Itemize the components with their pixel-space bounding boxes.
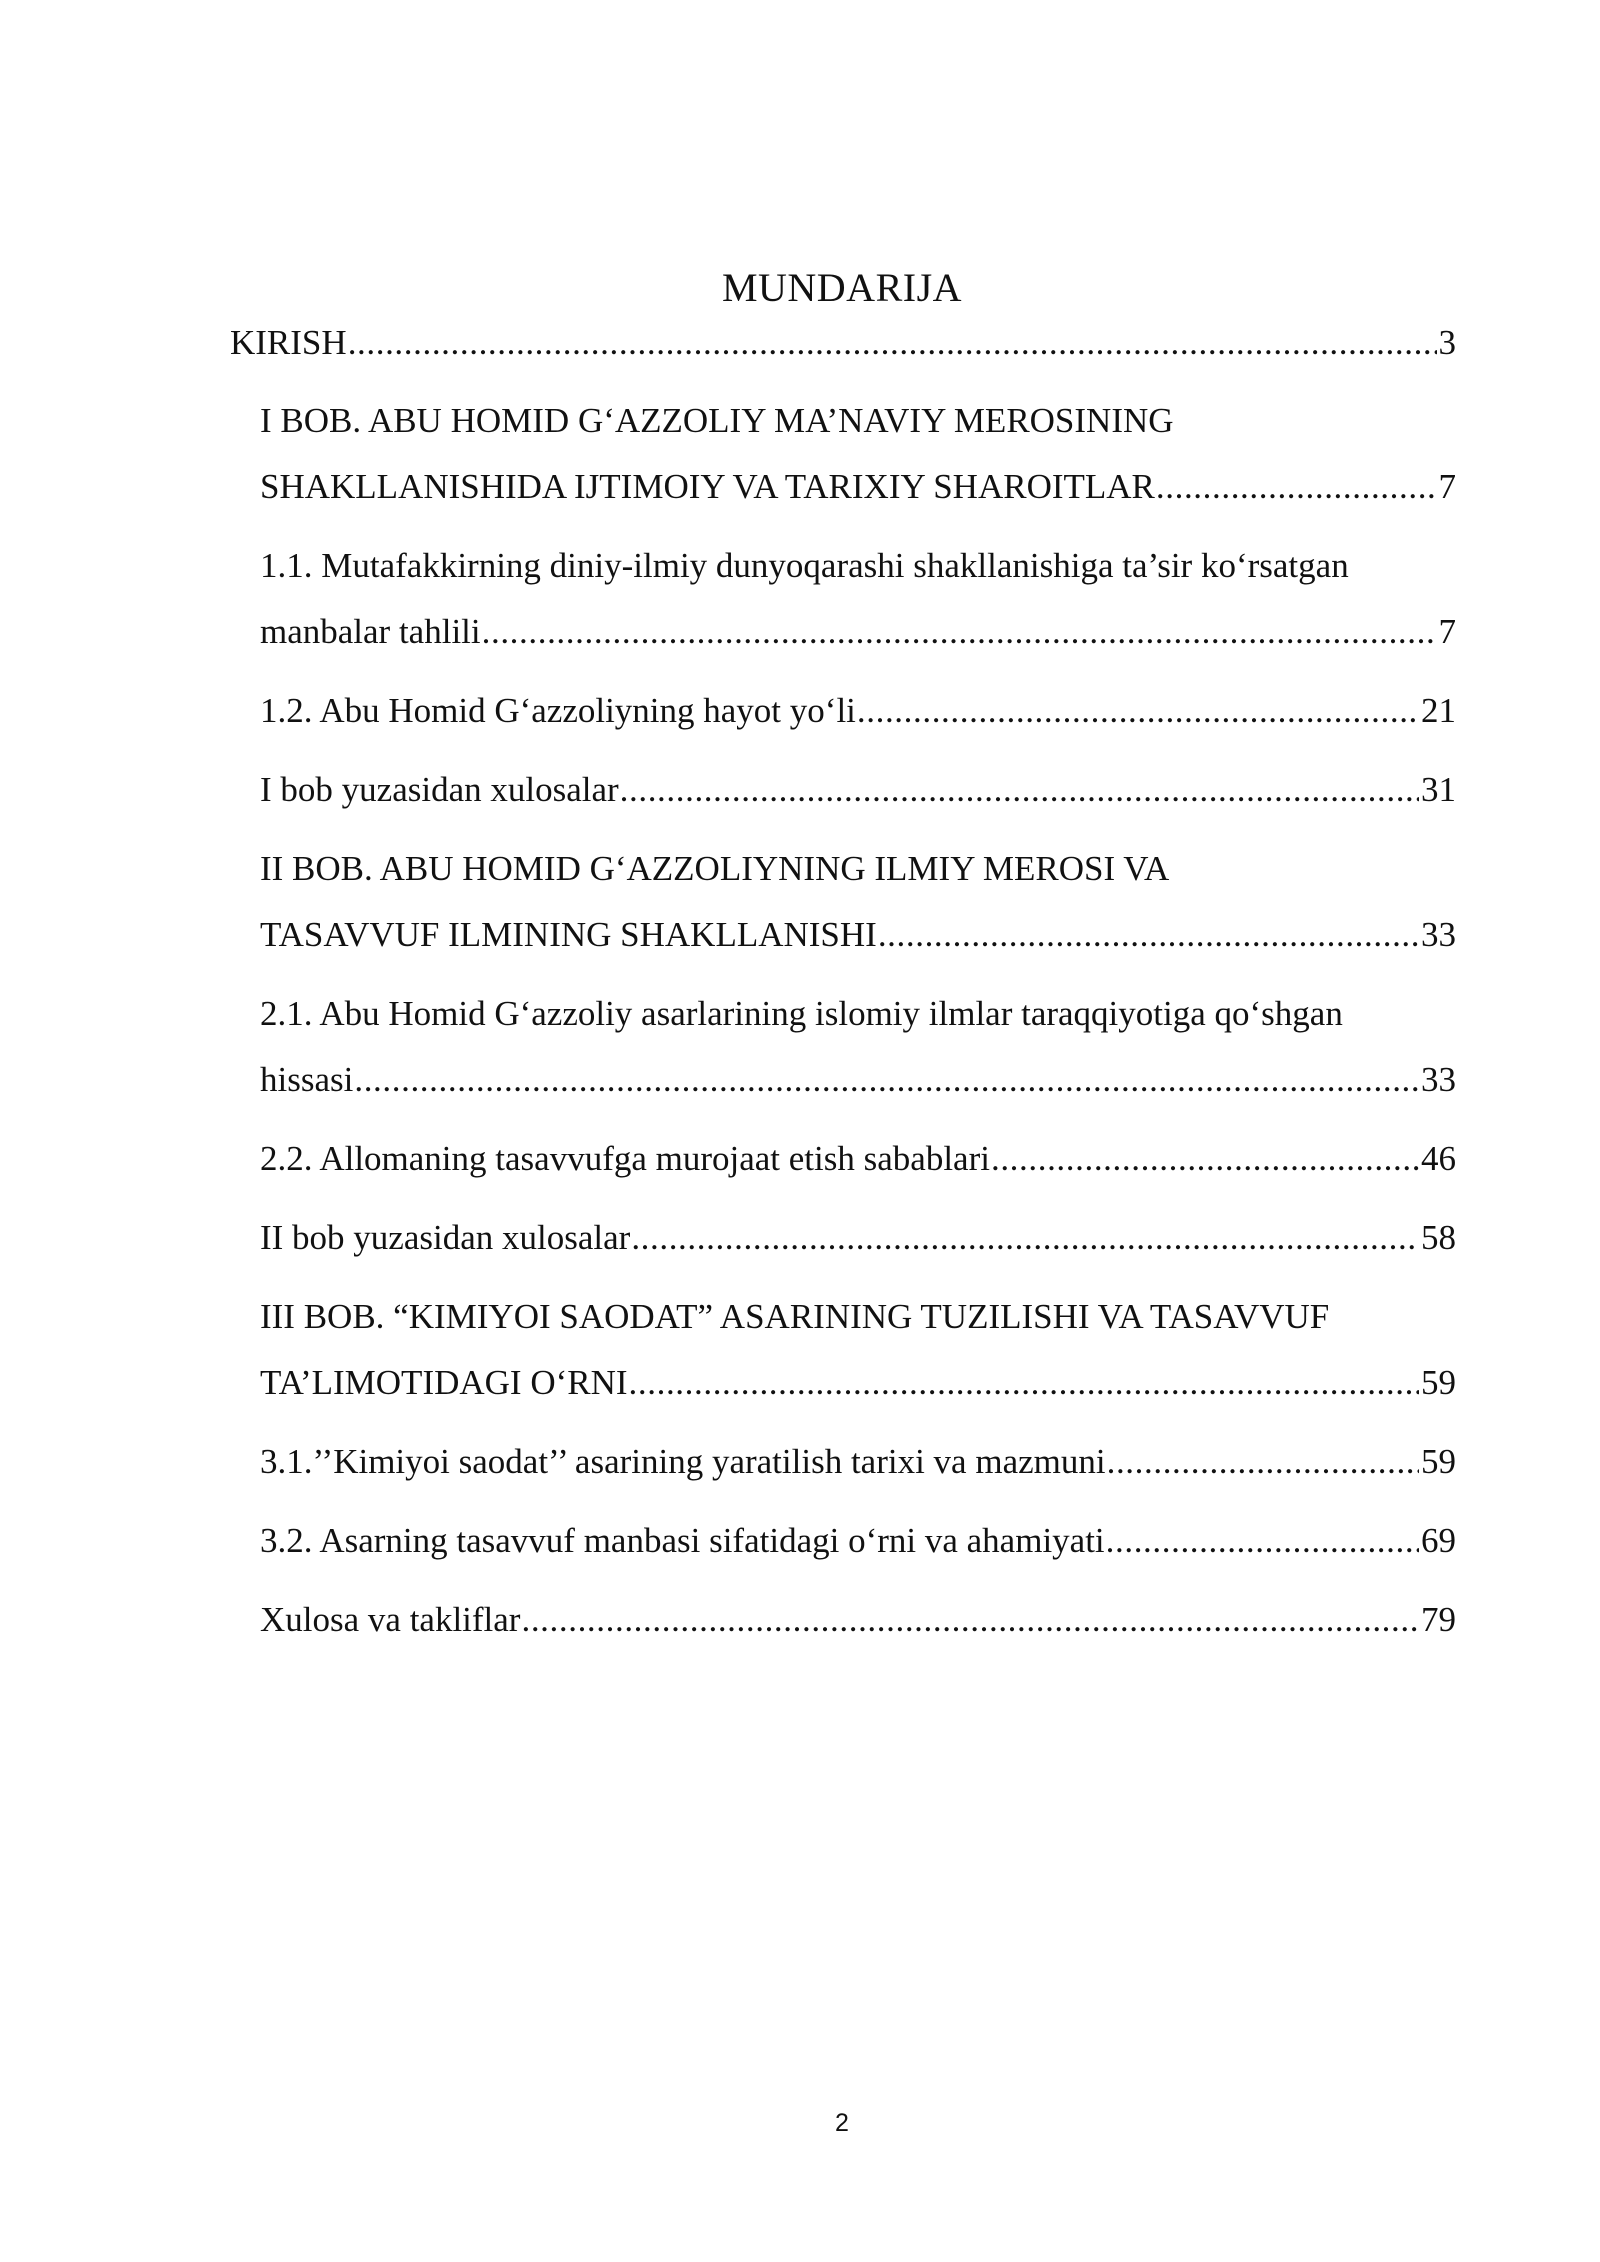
toc-entry-title: 2.2. Allomaning tasavvufga murojaat etish sabablari [260, 1139, 990, 1178]
toc-entry-title: TASAVVUF ILMINING SHAKLLANISHI [260, 915, 877, 954]
toc-entry-title: I BOB. ABU HOMID G‘AZZOLIY MA’NAVIY MEROSINING [260, 401, 1174, 440]
toc-leader [631, 1205, 1419, 1271]
toc-entry-line [260, 678, 1456, 744]
toc-page-number: 79 [1421, 1600, 1456, 1639]
toc-entry-title: hissasi [260, 1060, 354, 1099]
toc-page-number: 69 [1421, 1521, 1456, 1560]
toc-leader [629, 1350, 1419, 1416]
page-title: MUNDARIJA [721, 265, 963, 310]
toc-page-number: 58 [1421, 1218, 1456, 1257]
toc-entry-title: III BOB. “KIMIYOI SAODAT” ASARINING TUZILISHI VA TASAVVUF [260, 1297, 1330, 1336]
toc-entry[interactable] [230, 1205, 1456, 1271]
toc-page-number: 3 [1438, 323, 1456, 362]
toc-entry-line [260, 757, 1456, 823]
toc-entry-title: KIRISH [230, 323, 347, 362]
toc-leader [1107, 1429, 1419, 1495]
toc-entry[interactable] [230, 1508, 1456, 1574]
toc-entry-title: 1.2. Abu Homid G‘azzoliyning hayot yo‘li [260, 691, 856, 730]
toc-entry[interactable] [230, 678, 1456, 744]
toc-entry-title: II BOB. ABU HOMID G‘AZZOLIYNING ILMIY MEROSI VA [260, 849, 1170, 888]
page-number: 2 [835, 2109, 849, 2137]
toc-entry-title: Xulosa va takliflar [260, 1600, 521, 1639]
toc-leader [620, 757, 1419, 823]
toc-entry-line [260, 1508, 1456, 1574]
toc-leader [857, 678, 1419, 744]
toc-entry-title: SHAKLLANISHIDA IJTIMOIY VA TARIXIY SHAROITLAR [260, 467, 1155, 506]
toc-entry-title: 3.2. Asarning tasavvuf manbasi sifatidagi o‘rni va ahamiyati [260, 1521, 1105, 1560]
toc-entry-title: 3.1.’’Kimiyoi saodat’’ asarining yaratilish tarixi va mazmuni [260, 1442, 1106, 1481]
toc-entry-title: I bob yuzasidan xulosalar [260, 770, 619, 809]
toc-leader [1156, 454, 1437, 520]
toc-entry[interactable] [230, 1126, 1456, 1192]
toc-entry[interactable] [230, 1587, 1456, 1653]
toc-entry-line [260, 599, 1456, 665]
toc-entry-line [260, 1429, 1456, 1495]
toc-leader [354, 1047, 1419, 1113]
toc-entry-title: 1.1. Mutafakkirning diniy-ilmiy dunyoqarashi shakllanishiga ta’sir ko‘rsatgan [260, 546, 1349, 585]
toc-entry-line [260, 454, 1456, 520]
toc-entry-line [260, 1126, 1456, 1192]
toc-entry-line [260, 1205, 1456, 1271]
toc-leader [1106, 1508, 1419, 1574]
toc-entry[interactable] [230, 1429, 1456, 1495]
toc-entry[interactable] [230, 757, 1456, 823]
toc-entry[interactable] [230, 533, 1456, 665]
toc-leader [521, 1587, 1419, 1653]
toc-leader [991, 1126, 1419, 1192]
toc-entry[interactable] [230, 981, 1456, 1113]
toc-entry-title: TA’LIMOTIDAGI O‘RNI [260, 1363, 628, 1402]
toc-entry-line [260, 1350, 1456, 1416]
toc-page-number: 33 [1421, 915, 1456, 954]
toc-entry-title: manbalar tahlili [260, 612, 481, 651]
toc-entry[interactable] [230, 310, 1456, 376]
toc-page-number: 7 [1438, 467, 1456, 506]
toc-entry[interactable] [230, 836, 1456, 968]
toc-page-number: 59 [1421, 1363, 1456, 1402]
toc-entry-title: 2.1. Abu Homid G‘azzoliy asarlarining islomiy ilmlar taraqqiyotiga qo‘shgan [260, 994, 1343, 1033]
toc-page-number: 7 [1438, 612, 1456, 651]
toc-entry-title: II bob yuzasidan xulosalar [260, 1218, 631, 1257]
toc-leader [482, 599, 1437, 665]
toc-entry-line [230, 310, 1456, 376]
toc-entry-line [260, 1587, 1456, 1653]
toc-entry-line [260, 1047, 1456, 1113]
toc-entry-line [260, 902, 1456, 968]
toc-page-number: 59 [1421, 1442, 1456, 1481]
toc-entry[interactable] [230, 388, 1456, 520]
table-of-contents [230, 310, 1456, 1666]
toc-page-number: 46 [1421, 1139, 1456, 1178]
toc-leader [348, 310, 1437, 376]
toc-page-number: 21 [1421, 691, 1456, 730]
toc-leader [878, 902, 1419, 968]
toc-page-number: 33 [1421, 1060, 1456, 1099]
toc-page-number: 31 [1421, 770, 1456, 809]
toc-entry[interactable] [230, 1284, 1456, 1416]
